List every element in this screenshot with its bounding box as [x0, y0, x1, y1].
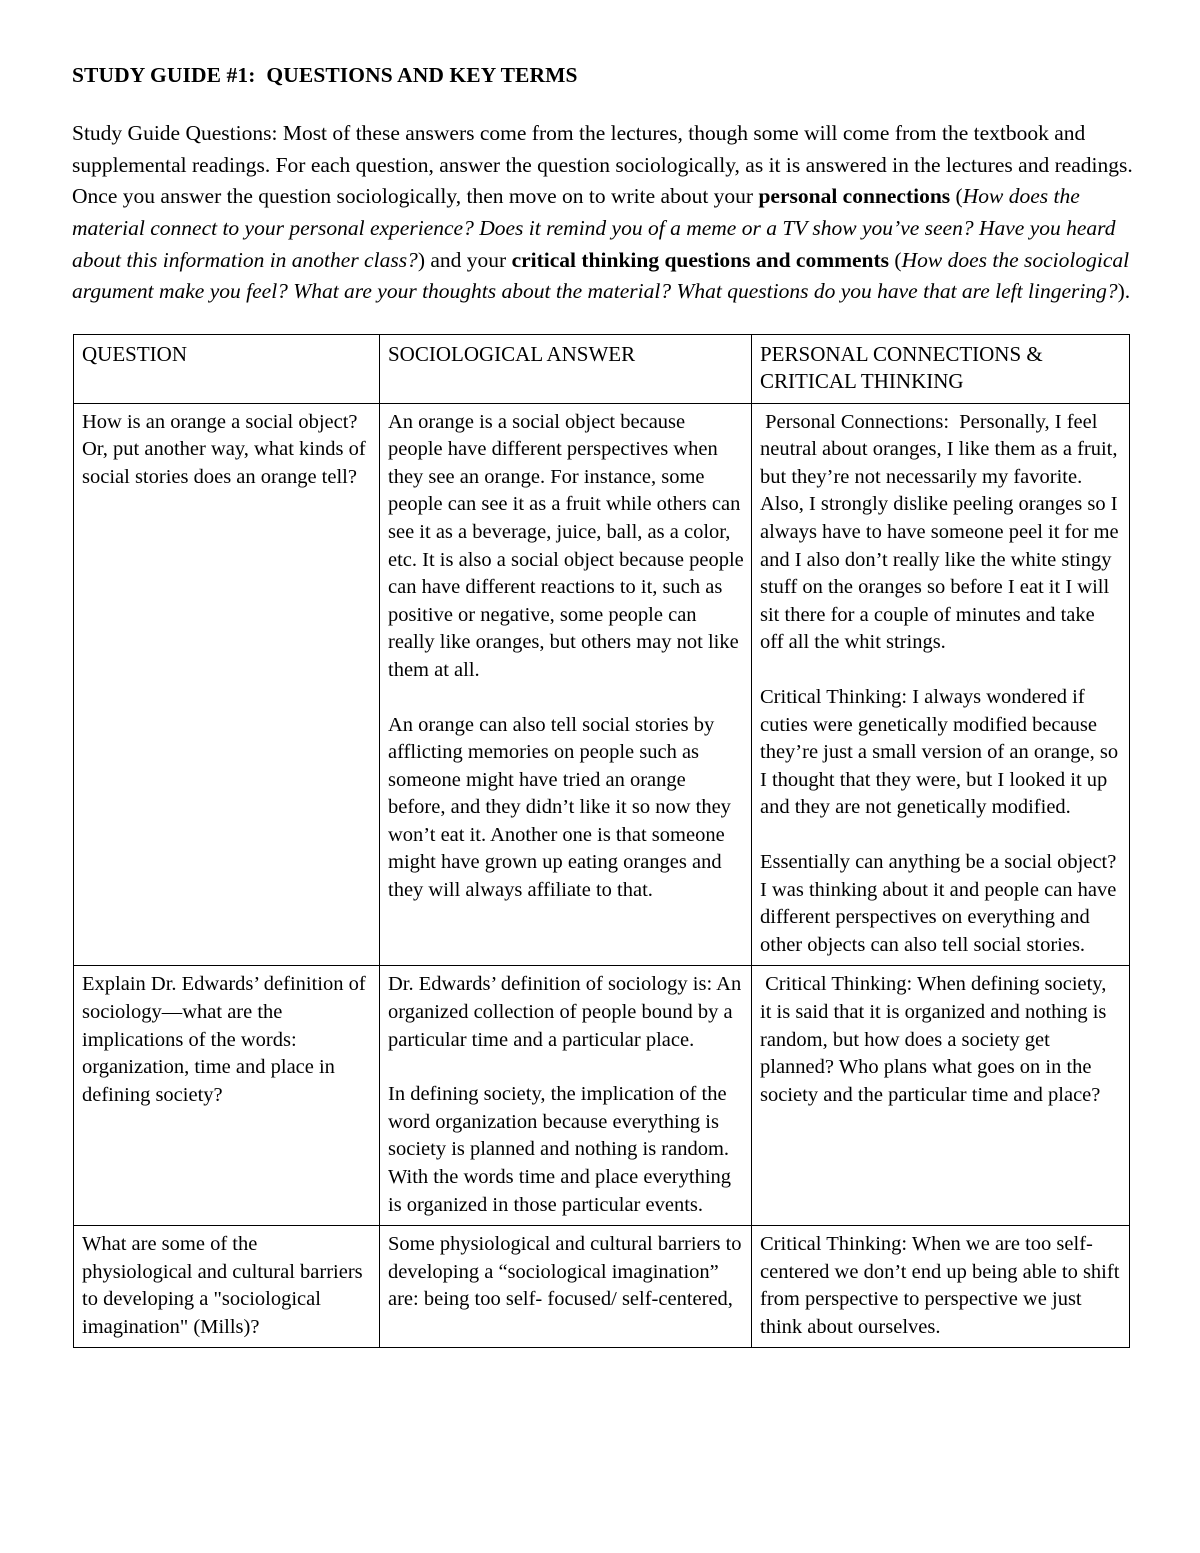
intro-bold-personal-connections: personal connections: [758, 184, 951, 209]
cell-sociological-answer: [380, 403, 752, 966]
critical-thinking-paragraph: Critical Thinking: I always wondered if cuties were genetically modified because they’re just a small version of an orange, so I thought that they were, but I looked it up and they are not genetically modified.: [760, 686, 1124, 819]
sociological-answer-paragraph: Dr. Edwards’ definition of sociology is: An organized collection of people bound by a particular time and a particular place.: [388, 973, 747, 1051]
column-header-sociological-answer: SOCIOLOGICAL ANSWER: [380, 335, 752, 404]
intro-text-segment-3: ) and your: [417, 247, 512, 272]
sociological-answer-paragraph: An orange can also tell social stories by afflicting memories on people such as someone might have tried an orange before, and they didn’t like it so now they won’t eat it. Another one is that someone might have grown up eating oranges and they will always affiliate to that.: [388, 713, 737, 901]
table-row: [74, 966, 1130, 1226]
question-text: What are some of the physiological and cultural barriers to developing a "sociological imagination" (Mills)?: [82, 1233, 368, 1338]
cell-personal-connections: [752, 1226, 1130, 1348]
table-header-row: [74, 335, 1130, 404]
critical-thinking-paragraph: Essentially can anything be a social object? I was thinking about it and people can have different perspectives on everything and other objects can also tell social stories.: [760, 851, 1122, 956]
cell-sociological-answer: [380, 1226, 752, 1348]
sociological-answer-paragraph: Some physiological and cultural barriers to developing a “sociological imagination” are: being too self- focused/ self-centered,: [388, 1233, 747, 1311]
cell-question: [74, 1226, 380, 1348]
sociological-answer-paragraph: In defining society, the implication of the word organization because everything is society is planned and nothing is random. With the words time and place everything is organized in those particular events.: [388, 1083, 737, 1216]
cell-personal-connections: [752, 966, 1130, 1226]
column-header-question: QUESTION: [74, 335, 380, 404]
intro-paragraph: [72, 118, 1138, 308]
cell-question: [74, 403, 380, 966]
cell-sociological-answer: [380, 966, 752, 1226]
intro-text-segment-1: Study Guide Questions: Most of these answers come from the lectures, though some will come from the textbook and supplemental readings. For each question, answer the question sociologically, as it is answered in the lectures and readings. Once you answer the question sociologically, then move on to write about your: [72, 120, 1133, 209]
table-row: [74, 403, 1130, 966]
cell-question: [74, 966, 380, 1226]
cell-personal-connections: [752, 403, 1130, 966]
personal-connections-paragraph: Personal Connections: Personally, I feel neutral about oranges, I like them as a fruit, but they’re not necessarily my favorite. Also, I strongly dislike peeling oranges so I always have to have someone peel it for me and I also don’t really like the white stingy stuff on the oranges so before I eat it I will sit there for a couple of minutes and take off all the whit strings.: [760, 410, 1124, 654]
question-text: Explain Dr. Edwards’ definition of sociology—what are the implications of the words: organization, time and place in defining society?: [82, 973, 371, 1106]
intro-text-segment-2: (: [950, 184, 963, 209]
intro-text-segment-4: (: [889, 247, 902, 272]
critical-thinking-paragraph: Critical Thinking: When we are too self-centered we don’t end up being able to shift from perspective to perspective we just think about ourselves.: [760, 1233, 1125, 1338]
study-guide-table: [73, 334, 1130, 1348]
question-text: How is an orange a social object? Or, put another way, what kinds of social stories does an orange tell?: [82, 410, 371, 488]
intro-text-segment-5: ).: [1117, 279, 1131, 304]
column-header-personal-connections: PERSONAL CONNECTIONS & CRITICAL THINKING: [752, 335, 1130, 404]
page-title: STUDY GUIDE #1: QUESTIONS AND KEY TERMS: [72, 63, 578, 87]
table-row: [74, 1226, 1130, 1348]
critical-thinking-paragraph: Critical Thinking: When defining society, it is said that it is organized and nothing is random, but how does a society get planned? Who plans what goes on in the society and the particular time and place?: [760, 973, 1112, 1106]
intro-italic-critical-thinking-prompts: How does the sociological argument make you feel? What are your thoughts about the material? What questions do you have that are left lingering?: [72, 247, 1130, 304]
intro-bold-critical-thinking: critical thinking questions and comments: [511, 247, 890, 272]
sociological-answer-paragraph: An orange is a social object because people have different perspectives when they see an orange. For instance, some people can see it as a fruit while others can see it as a beverage, juice, ball, as a color, etc. It is also a social object because people can have different reactions to it, such as positive or negative, some people can really like oranges, but others may not like them at all.: [388, 410, 749, 681]
intro-italic-personal-connections-prompts: How does the material connect to your personal experience? Does it remind you of a meme or a TV show you’ve seen? Have you heard about this information in another class?: [72, 184, 1116, 272]
